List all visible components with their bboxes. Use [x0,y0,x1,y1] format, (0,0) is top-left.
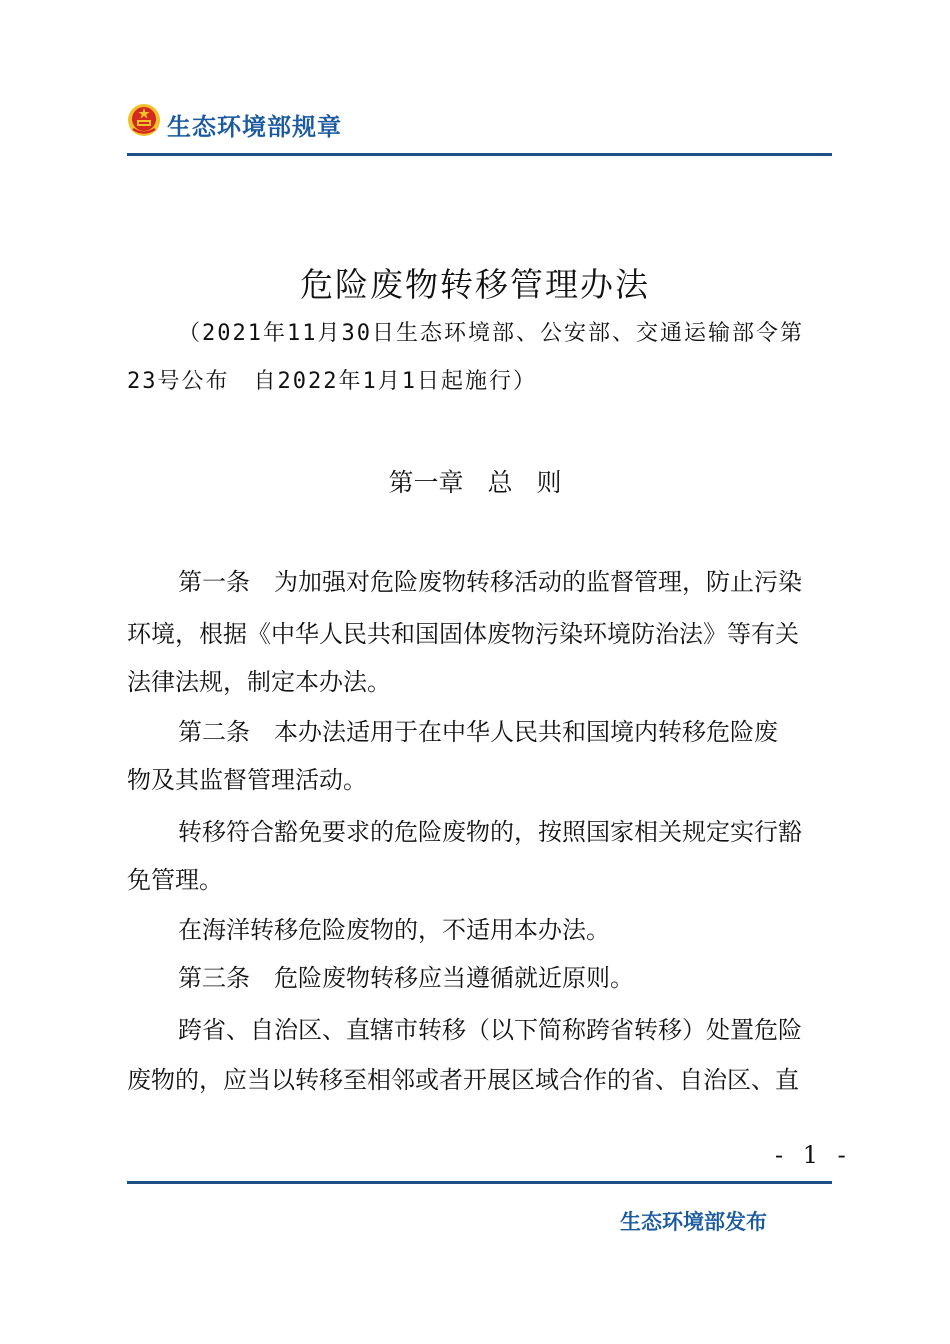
subtitle-line-1: （2021年11月30日生态环境部、公安部、交通运输部令第 [178,321,804,346]
body-line: 跨省、自治区、直辖市转移（以下简称跨省转移）处置危险 [178,1016,802,1044]
page-header [127,100,832,156]
body-line: 第三条 危险废物转移应当遵循就近原则。 [178,964,634,992]
body-line: 物及其监督管理活动。 [127,766,367,794]
body-line: 转移符合豁免要求的危险废物的，按照国家相关规定实行豁 [178,818,802,846]
footer-divider [127,1181,832,1184]
body-line: 第一条 为加强对危险废物转移活动的监督管理，防止污染 [178,568,802,596]
page-number: - 1 - [775,1141,852,1169]
chapter-number: 第一章 [388,468,464,497]
chapter-heading [0,463,950,499]
header-divider [127,153,832,156]
body-line: 环境，根据《中华人民共和国固体废物污染环境防治法》等有关 [127,620,799,648]
body-line: 法律法规，制定本办法。 [127,668,391,696]
national-emblem-icon [127,103,161,137]
chapter-name-2: 则 [536,468,562,497]
footer-publisher: 生态环境部发布 [620,1210,767,1234]
document-title: 危险废物转移管理办法 [300,265,650,304]
body-line: 免管理。 [127,866,223,894]
chapter-name-1: 总 [487,468,513,497]
body-line: 第二条 本办法适用于在中华人民共和国境内转移危险废 [178,718,778,746]
body-line: 在海洋转移危险废物的，不适用本办法。 [178,916,610,944]
body-line: 废物的，应当以转移至相邻或者开展区域合作的省、自治区、直 [127,1066,799,1094]
subtitle-line-2: 23号公布 自2022年1月1日起施行） [127,369,537,394]
header-title: 生态环境部规章 [167,113,342,141]
